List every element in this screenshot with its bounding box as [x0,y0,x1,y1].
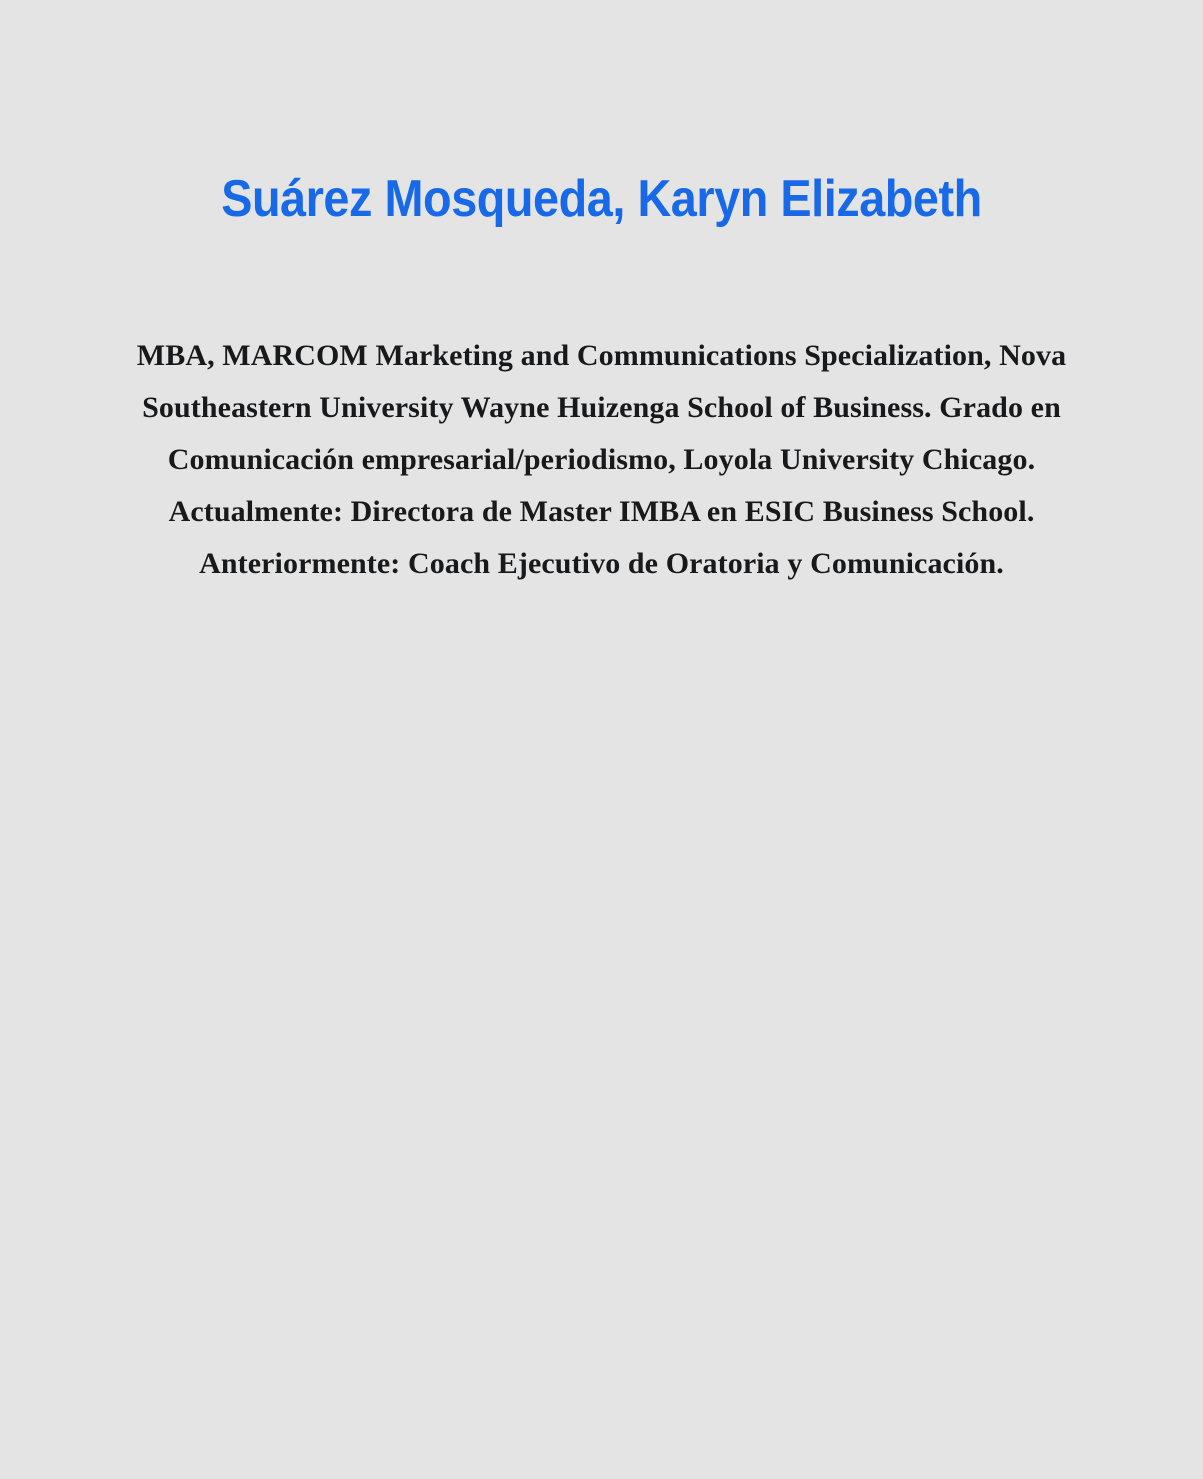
profile-bio: MBA, MARCOM Marketing and Communications Specialization, Nova Southeastern University Wayne Huizenga School of Business. Grado en Comunicación empresarial/periodismo, Loyola University Chicago. Actualmente: Directora de Master IMBA en ESIC Business School. Anteriormente: Coach Ejecutivo de Oratoria y Comunicación. [136,339,1067,580]
profile-name: Suárez Mosqueda, Karyn Elizabeth [221,170,982,228]
